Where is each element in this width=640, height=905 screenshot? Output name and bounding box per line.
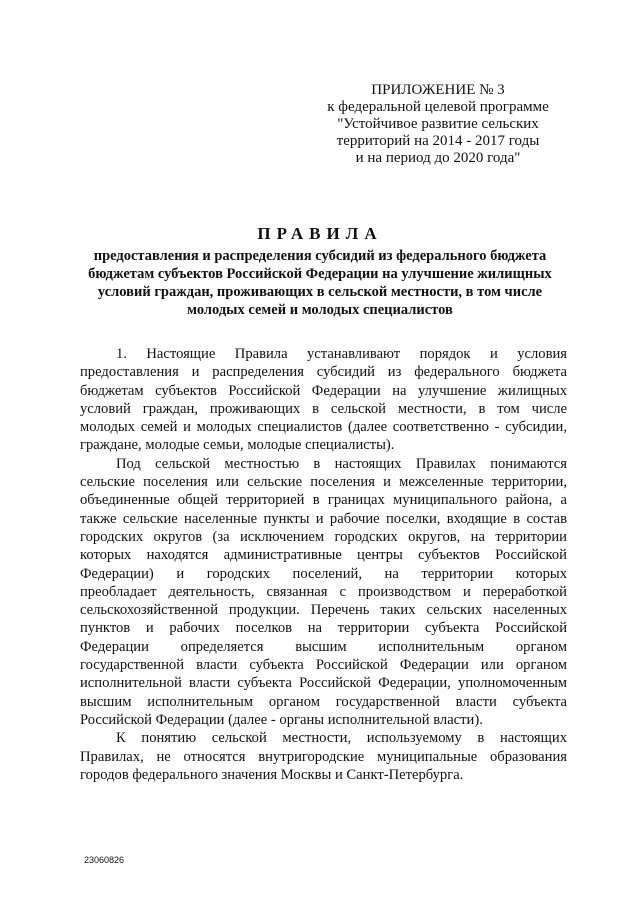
paragraph-2 xyxy=(80,455,567,729)
text-line: государственной власти субъекта Российской Федерации или органом xyxy=(80,657,567,674)
subtitle-line: бюджетам субъектов Российской Федерации на улучшение жилищных xyxy=(88,266,552,282)
text-line: сельские поселения или сельские поселения и межселенные территории, xyxy=(80,474,567,491)
text-line: предоставления и распределения субсидий из федерального бюджета xyxy=(80,364,567,381)
paragraph-3 xyxy=(80,729,567,784)
text-line: 1. Настоящие Правила устанавливают порядок и условия xyxy=(116,346,567,362)
text-line: бюджетам субъектов Российской Федерации на улучшение жилищных xyxy=(80,382,567,399)
text-line: городских округов (за исключением городских округов, на территории xyxy=(80,528,567,545)
appendix-line: "Устойчивое развитие сельских xyxy=(337,116,539,132)
appendix-line: ПРИЛОЖЕНИЕ № 3 xyxy=(371,82,505,98)
appendix-line: и на период до 2020 года" xyxy=(355,150,521,166)
text-line: Федерации) и городских поселений, на территории которых xyxy=(80,565,567,582)
text-line: К понятию сельской местности, используемому в настоящих xyxy=(116,730,567,747)
text-line: городов федерального значения Москвы и Санкт-Петербурга. xyxy=(80,766,464,783)
text-line: также сельские населенные пункты и рабочие поселки, входящие в состав xyxy=(80,510,567,527)
text-line: исполнительной власти субъекта Российской Федерации, уполномоченным xyxy=(80,675,567,692)
text-line: граждане, молодые семьи, молодые специалисты). xyxy=(80,437,395,454)
text-line: пунктов и рабочих поселков на территории субъекта Российской xyxy=(80,620,567,637)
document-title: ПРАВИЛА xyxy=(257,224,383,243)
appendix-line: к федеральной целевой программе xyxy=(327,99,549,115)
text-line: Федерации определяется высшим исполнительным органом xyxy=(80,638,567,655)
text-line: Российской Федерации (далее - органы исполнительной власти). xyxy=(80,711,483,728)
text-line: которых находятся административные центры субъектов Российской xyxy=(80,547,567,564)
text-line: условий граждан, проживающих в сельской местности, в том числе xyxy=(80,400,567,417)
appendix-header xyxy=(300,82,576,167)
text-line: объединенные общей территорией в границах муниципального района, а xyxy=(80,492,567,509)
text-line: высшим исполнительным органом государственной власти субъекта xyxy=(80,693,567,710)
paragraph-1 xyxy=(80,345,567,455)
appendix-line: территорий на 2014 - 2017 годы xyxy=(336,133,540,149)
text-line: сельскохозяйственной продукции. Перечень таких сельских населенных xyxy=(80,602,567,619)
text-line: молодых семей и молодых специалистов (далее соответственно - субсидии, xyxy=(80,419,567,436)
text-line: Под сельской местностью в настоящих Правилах понимаются xyxy=(116,455,567,472)
text-line: Правилах, не относятся внутригородские муниципальные образования xyxy=(80,748,567,765)
document-subtitle xyxy=(60,247,580,319)
text-line: преобладает деятельность, связанная с производством и переработкой xyxy=(80,583,567,600)
document-code: 23060826 xyxy=(84,855,125,865)
subtitle-line: условий граждан, проживающих в сельской местности, в том числе xyxy=(97,284,543,300)
subtitle-line: молодых семей и молодых специалистов xyxy=(187,302,453,318)
document-body xyxy=(80,345,567,784)
subtitle-line: предоставления и распределения субсидий из федерального бюджета xyxy=(93,248,547,264)
